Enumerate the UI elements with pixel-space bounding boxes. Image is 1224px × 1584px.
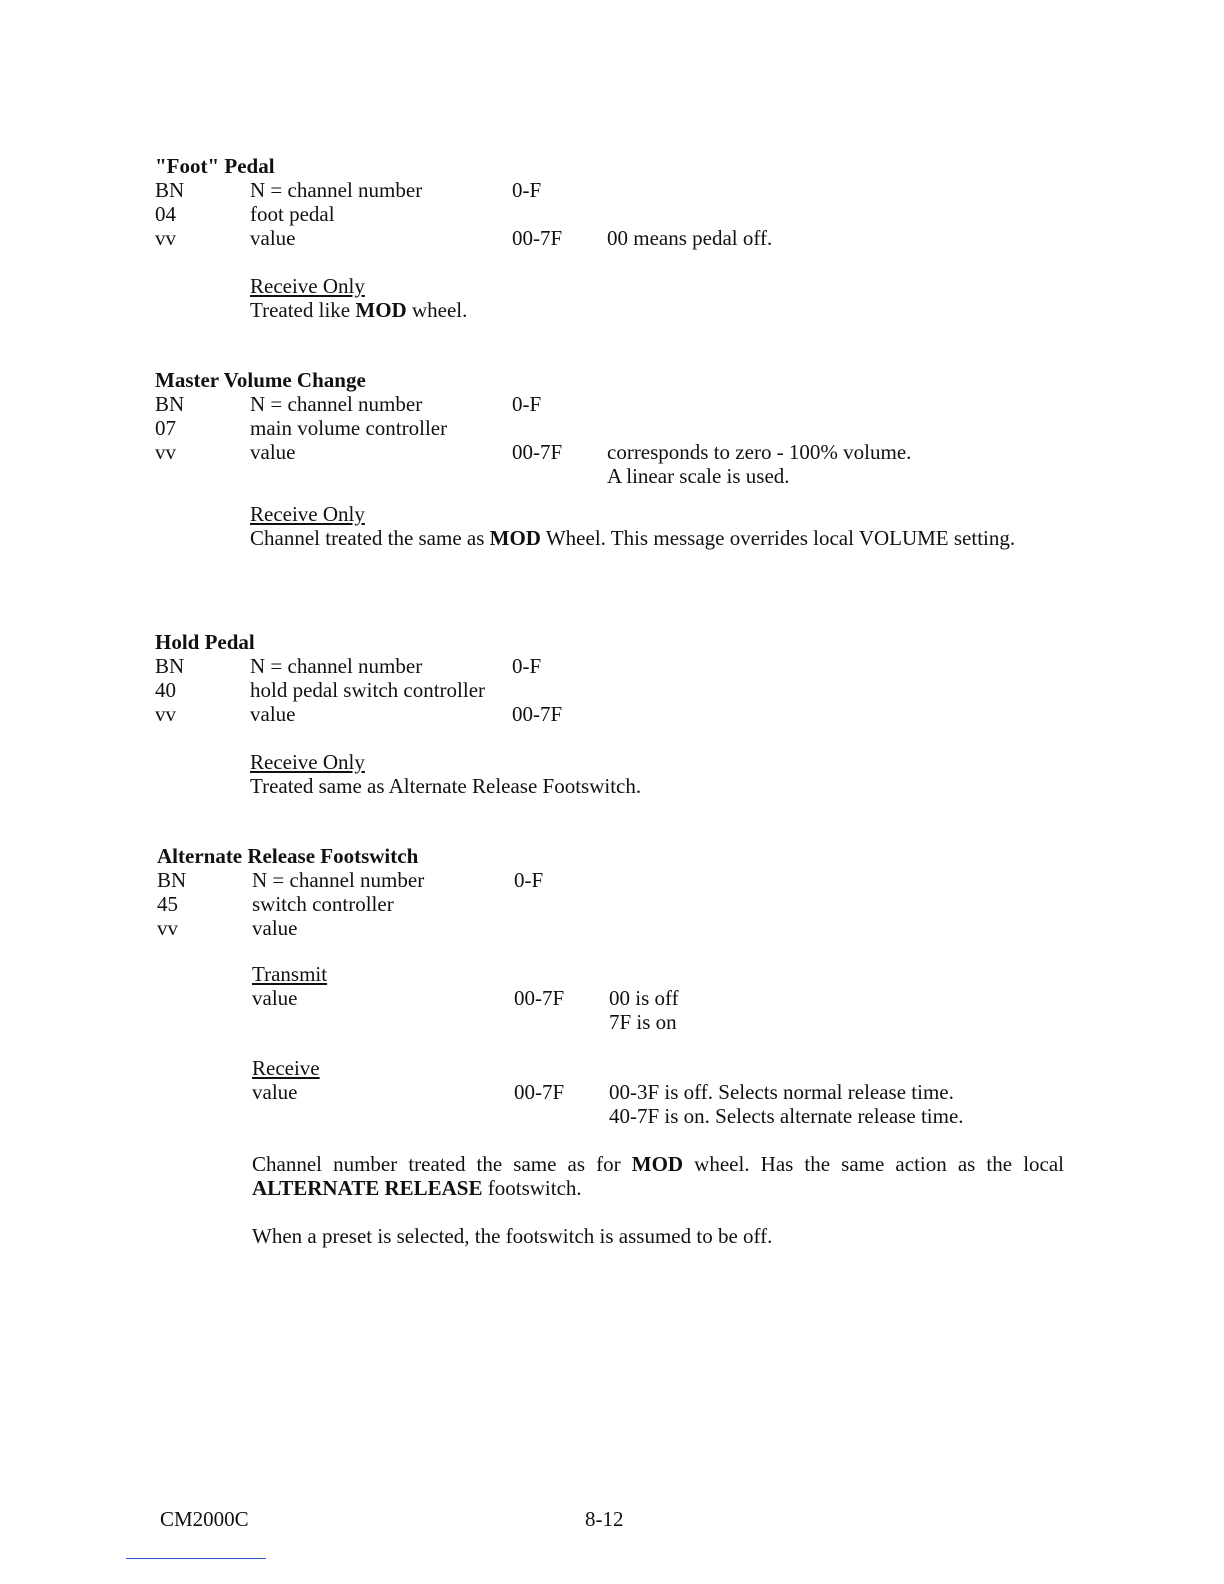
row-code: 40	[155, 678, 176, 702]
section-foot-pedal	[155, 154, 1075, 322]
row-range: 00-7F	[514, 1080, 565, 1104]
table-row	[155, 392, 1075, 416]
section-alternate-release	[157, 844, 1077, 1248]
table-row	[157, 1104, 1077, 1128]
text-segment: Channel treated the same as	[250, 526, 490, 550]
text-bold: ALTERNATE RELEASE	[252, 1176, 483, 1200]
sub-label: Receive Only	[250, 750, 365, 774]
section-heading: Master Volume Change	[155, 368, 366, 392]
sub-label: Receive Only	[250, 274, 365, 298]
table-row	[155, 226, 1075, 250]
table-row	[155, 702, 1075, 726]
text-segment: Wheel. This message overrides local VOLUME setting.	[540, 526, 1016, 550]
section-heading: Alternate Release Footswitch	[157, 844, 419, 868]
row-desc: N = channel number	[250, 178, 423, 202]
description-text	[250, 526, 1062, 550]
row-desc: N = channel number	[252, 868, 425, 892]
text-segment: footswitch.	[482, 1176, 582, 1200]
text-segment: Channel number treated the same as for	[252, 1152, 632, 1176]
row-note: 40-7F is on. Selects alternate release time.	[609, 1104, 964, 1128]
row-code: 45	[157, 892, 178, 916]
section-master-volume	[155, 368, 1075, 550]
receive-block	[250, 750, 1062, 798]
table-row	[157, 1010, 1077, 1034]
sub-label: Receive Only	[250, 502, 365, 526]
row-range: 0-F	[512, 178, 542, 202]
row-code: vv	[157, 916, 178, 940]
row-note: 00 is off	[609, 986, 679, 1010]
receive-label-row	[157, 1056, 1077, 1080]
table-row	[157, 868, 1077, 892]
row-code: BN	[155, 178, 185, 202]
table-row	[157, 892, 1077, 916]
row-code: vv	[155, 226, 176, 250]
table-row	[155, 440, 1075, 464]
table-row	[155, 654, 1075, 678]
section-heading: Hold Pedal	[155, 630, 255, 654]
footer-rule	[126, 1558, 266, 1559]
footer-model: CM2000C	[160, 1507, 249, 1531]
transmit-label: Transmit	[252, 962, 328, 986]
receive-block	[250, 274, 1062, 322]
row-desc: N = channel number	[250, 392, 423, 416]
table-row	[157, 986, 1077, 1010]
row-note: 7F is on	[609, 1010, 677, 1034]
row-note: 00 means pedal off.	[607, 226, 773, 250]
row-range: 00-7F	[512, 440, 563, 464]
row-desc: switch controller	[252, 892, 394, 916]
row-range: 0-F	[512, 654, 542, 678]
text-bold: MOD	[355, 298, 407, 322]
row-desc: hold pedal switch controller	[250, 678, 486, 702]
row-desc: value	[250, 440, 296, 464]
row-code: 04	[155, 202, 176, 226]
row-range: 0-F	[512, 392, 542, 416]
row-code: BN	[155, 392, 185, 416]
row-note: corresponds to zero - 100% volume.	[607, 440, 912, 464]
table-row	[155, 678, 1075, 702]
row-desc: value	[250, 226, 296, 250]
description-text	[250, 298, 1062, 322]
text-segment: Treated like	[250, 298, 356, 322]
section-heading: "Foot" Pedal	[155, 154, 275, 178]
text-bold: MOD	[489, 526, 541, 550]
row-range: 00-7F	[514, 986, 565, 1010]
row-range: 00-7F	[512, 702, 563, 726]
row-code: vv	[155, 440, 176, 464]
transmit-label-row	[157, 962, 1077, 986]
row-code: BN	[157, 868, 187, 892]
table-row	[157, 1080, 1077, 1104]
row-desc: foot pedal	[250, 202, 335, 226]
receive-label: Receive	[252, 1056, 320, 1080]
action-paragraph	[252, 1152, 1064, 1200]
receive-block	[250, 502, 1062, 550]
row-note: A linear scale is used.	[607, 464, 790, 488]
table-row	[157, 916, 1077, 940]
text-segment: wheel. Has the same action as the local	[683, 1152, 1065, 1176]
row-desc: value	[252, 916, 298, 940]
row-range: 00-7F	[512, 226, 563, 250]
page-number: 8-12	[585, 1507, 624, 1531]
section-hold-pedal	[155, 630, 1075, 798]
row-code: BN	[155, 654, 185, 678]
table-row	[155, 416, 1075, 440]
row-desc: value	[252, 986, 298, 1010]
preset-paragraph: When a preset is selected, the footswitch is assumed to be off.	[252, 1224, 773, 1248]
table-row	[155, 178, 1075, 202]
row-desc: value	[252, 1080, 298, 1104]
row-range: 0-F	[514, 868, 544, 892]
description-text: Treated same as Alternate Release Footswitch.	[250, 774, 642, 798]
text-bold: MOD	[631, 1152, 684, 1176]
row-code: 07	[155, 416, 176, 440]
row-desc: value	[250, 702, 296, 726]
row-desc: N = channel number	[250, 654, 423, 678]
table-row	[155, 464, 1075, 488]
row-note: 00-3F is off. Selects normal release time.	[609, 1080, 954, 1104]
table-row	[155, 202, 1075, 226]
text-segment: wheel.	[406, 298, 468, 322]
row-code: vv	[155, 702, 176, 726]
row-desc: main volume controller	[250, 416, 448, 440]
